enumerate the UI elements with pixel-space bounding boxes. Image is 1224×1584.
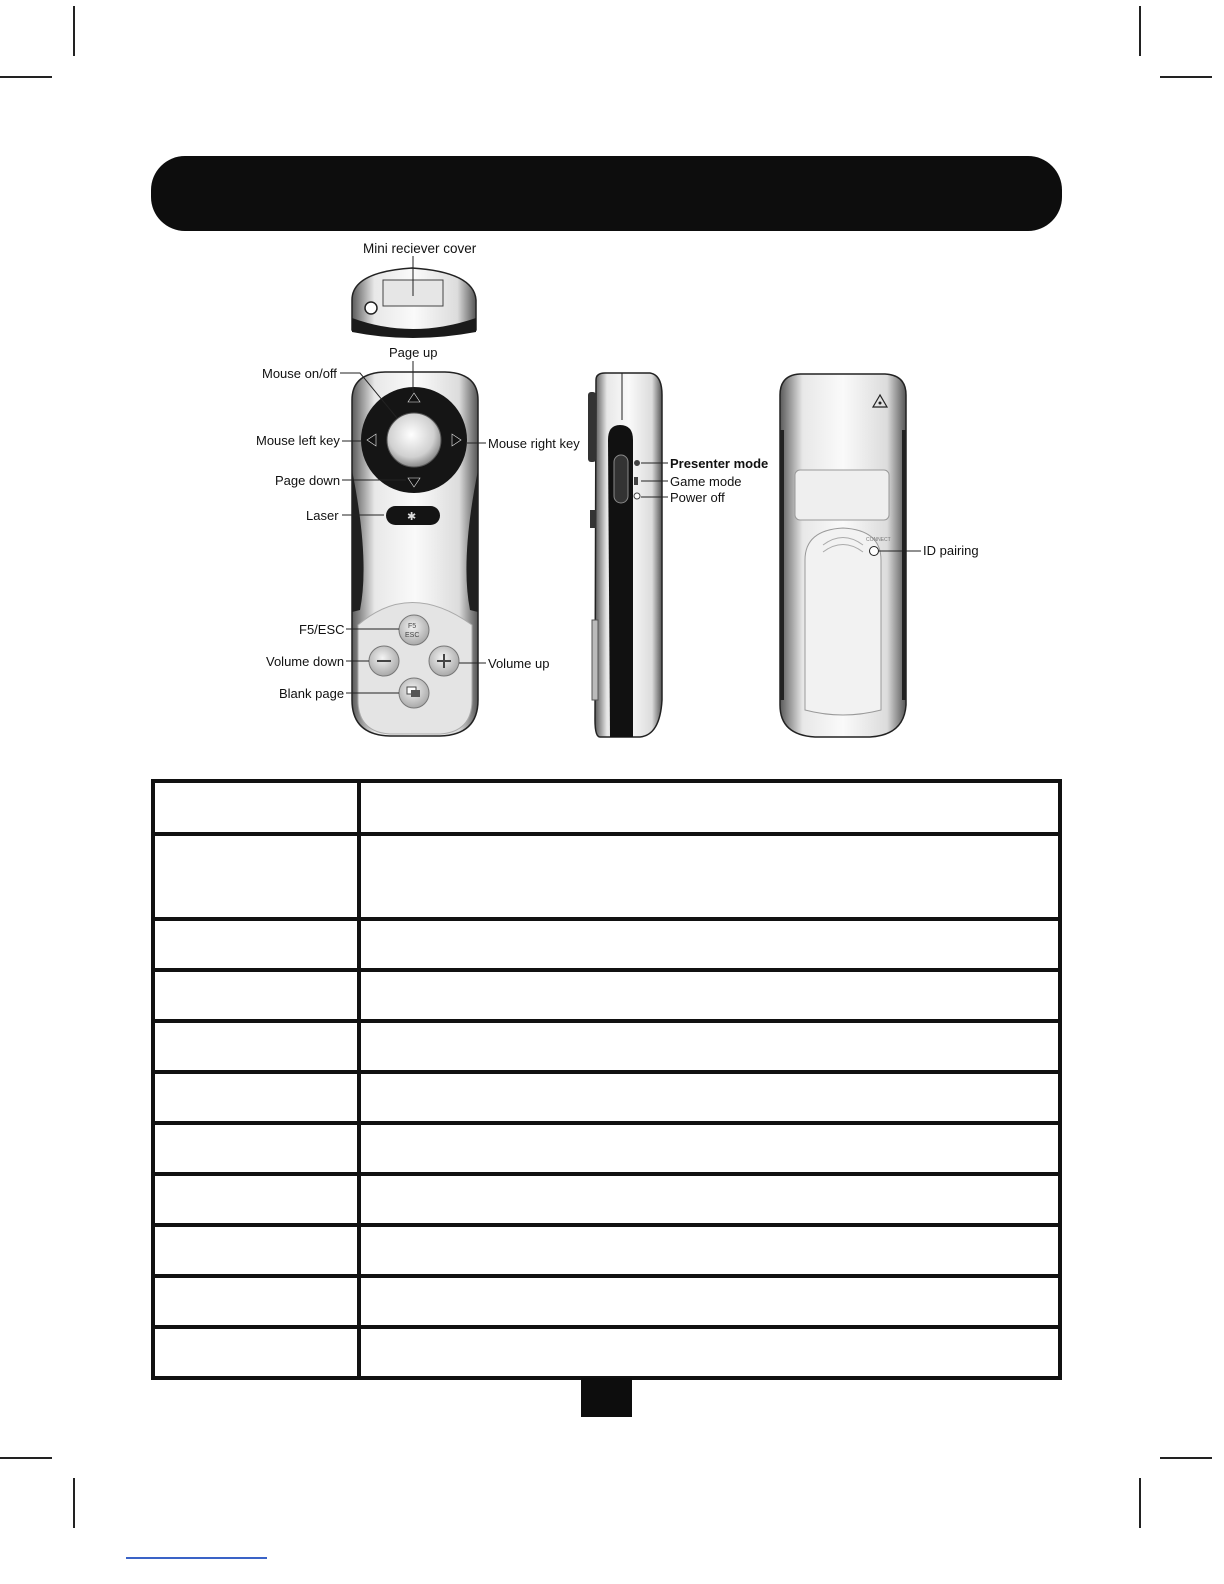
label-connect: CONNECT <box>866 537 891 543</box>
table-cell-value <box>359 1123 1060 1174</box>
table-row <box>153 1072 1060 1123</box>
label-mouse-on-off: Mouse on/off <box>262 366 337 381</box>
table-cell-value <box>359 1072 1060 1123</box>
button-text-esc: ESC <box>405 632 420 639</box>
label-volume-down: Volume down <box>266 654 345 669</box>
label-page-down: Page down <box>275 473 341 488</box>
table-cell-value <box>359 1174 1060 1225</box>
table-cell-value <box>359 1327 1060 1378</box>
table-cell-value <box>359 919 1060 970</box>
side-view <box>588 373 768 737</box>
crop-mark <box>73 1478 75 1528</box>
device-diagram <box>0 0 1224 760</box>
label-page-up: Page up <box>389 345 438 360</box>
label-mouse-left-key: Mouse left key <box>256 433 340 448</box>
top-view <box>352 241 477 338</box>
label-mouse-right-key: Mouse right key <box>488 436 580 451</box>
table-cell-value <box>359 970 1060 1021</box>
table-cell-key <box>153 970 359 1021</box>
label-laser: Laser <box>306 508 339 523</box>
crop-mark <box>1160 1457 1212 1459</box>
front-view <box>256 345 580 736</box>
table-row <box>153 1021 1060 1072</box>
table-cell-value <box>359 1021 1060 1072</box>
crop-mark <box>0 1457 52 1459</box>
table-cell-key <box>153 781 359 834</box>
table-row <box>153 1276 1060 1327</box>
table-row <box>153 1327 1060 1378</box>
page-number-box <box>581 1378 632 1417</box>
table-cell-value <box>359 781 1060 834</box>
table-cell-key <box>153 1072 359 1123</box>
table-cell-value <box>359 834 1060 919</box>
label-presenter-mode: Presenter mode <box>670 456 769 471</box>
table-cell-key <box>153 834 359 919</box>
table-cell-key <box>153 1225 359 1276</box>
table-row <box>153 919 1060 970</box>
table-row <box>153 834 1060 919</box>
label-power-off: Power off <box>670 490 725 505</box>
table-cell-key <box>153 1276 359 1327</box>
table-row <box>153 1123 1060 1174</box>
table-row <box>153 1225 1060 1276</box>
table-cell-key <box>153 1327 359 1378</box>
footer-link-underline[interactable] <box>126 1557 267 1559</box>
svg-text:✱: ✱ <box>407 511 417 523</box>
label-volume-up: Volume up <box>488 656 550 671</box>
table-cell-value <box>359 1276 1060 1327</box>
label-id-pairing: ID pairing <box>923 543 979 558</box>
label-f5-esc: F5/ESC <box>299 622 345 637</box>
button-text-f5: F5 <box>408 623 417 630</box>
label-blank-page: Blank page <box>279 686 345 701</box>
table-cell-key <box>153 1174 359 1225</box>
table-row <box>153 970 1060 1021</box>
table-cell-key <box>153 919 359 970</box>
table-row <box>153 1174 1060 1225</box>
table-cell-value <box>359 1225 1060 1276</box>
table-cell-key <box>153 1123 359 1174</box>
back-view <box>780 374 979 737</box>
table-cell-key <box>153 1021 359 1072</box>
label-mini-receiver-cover: Mini reciever cover <box>363 241 477 256</box>
crop-mark <box>1139 1478 1141 1528</box>
spec-table <box>151 779 1062 1380</box>
table-row <box>153 781 1060 834</box>
label-game-mode: Game mode <box>670 474 742 489</box>
